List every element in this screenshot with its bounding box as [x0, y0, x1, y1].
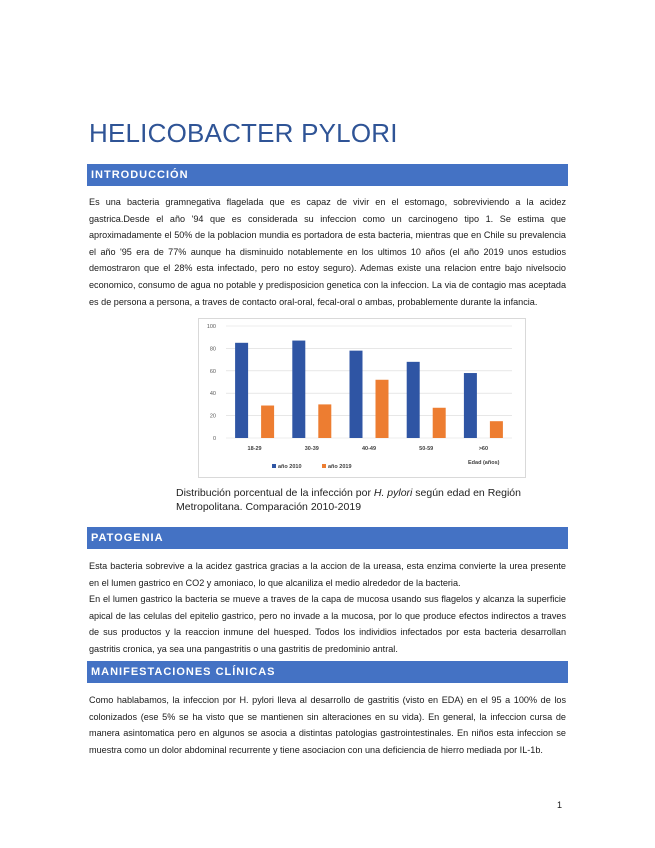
- bar-2010-18-29: [235, 343, 248, 438]
- x-tick-label: 18-29: [247, 446, 262, 452]
- caption-species-name: H. pylori: [373, 487, 413, 499]
- bar-2019-40-49: [376, 380, 389, 438]
- section-heading-introduccion: INTRODUCCIÓN: [87, 164, 568, 186]
- x-axis-label: Edad (años): [468, 460, 500, 466]
- y-tick-label: 40: [209, 391, 216, 398]
- bar-2019->60: [490, 421, 503, 438]
- page-title: HELICOBACTER PYLORI: [89, 118, 398, 148]
- y-tick-label: 80: [209, 346, 216, 353]
- section-heading-manifestaciones: MANIFESTACIONES CLÍNICAS: [87, 661, 568, 683]
- y-tick-label: 0: [212, 436, 216, 442]
- y-tick-label: 60: [209, 368, 216, 375]
- x-tick-label: 40-49: [361, 446, 377, 452]
- bar-2019-30-39: [318, 404, 331, 438]
- bar-2019-50-59: [433, 408, 446, 438]
- bar-2010->60: [464, 373, 477, 438]
- x-tick-label: >60: [478, 446, 489, 452]
- bar-2010-30-39: [292, 341, 305, 438]
- bar-2019-18-29: [261, 406, 274, 438]
- legend-label: año 2019: [328, 464, 352, 470]
- y-tick-label: 100: [206, 324, 216, 330]
- bar-2010-40-49: [350, 351, 363, 438]
- legend-swatch: [272, 464, 276, 468]
- caption-text-start: Distribución porcentual de la infección por: [176, 487, 374, 499]
- caption-text-end: según edad en Región: [412, 487, 521, 499]
- pathogenesis-paragraph-1: Esta bacteria sobrevive a la acidez gastrica gracias a la accion de la ureasa, esta enzima convierte la urea presente en el lumen gastrico en CO2 y amoniaco, lo que alcaniliza el medio alrededor de la bacteria.: [89, 561, 566, 588]
- legend-swatch: [322, 464, 326, 468]
- pathogenesis-paragraph-2: En el lumen gastrico la bacteria se mueve a traves de la capa de mucosa usando sus flagelos y alcanza la superficie apical de las celulas del epitelio gastrico, pero no invade a la mucosa, por lo que produce efectos indirectos a traves de sus productos y la reaccion inmune del huesped. Todos los individios infectados por esta bacteria desarrollan gastritis cronica, ya sea una pangastritis o una gastritis de predominio antral.: [89, 594, 566, 654]
- page-number: 1: [557, 800, 563, 810]
- section-heading-patogenia: PATOGENIA: [87, 527, 568, 549]
- legend-label: año 2010: [278, 464, 302, 470]
- chart-caption: [176, 486, 536, 514]
- x-tick-label: 30-39: [304, 446, 319, 452]
- bar-2010-50-59: [407, 362, 420, 438]
- intro-paragraph: Es una bacteria gramnegativa flagelada que es capaz de vivir en el estomago, sobreviviendo a la acidez gastrica.Desde el año '94 que es considerada su infeccion como un carcinogeno tipo 1. Se estima que aproximadamente el 50% de la poblacion mundia es portadora de esta bacteria, mientras que en Chile su prevalencia el año '95 era de 77% aunque ha disminuido notablemente en los ultimos 10 años (el año 2019 unos estudios demostraron que el 28% esta infectado, pero no estoy seguro). Ademas existe una relacion entre bajo nivelsocio economico, consumo de agua no potable y predisposicion genetica con la infeccion. La via de contagio mas aceptada es de persona a persona, a traves de contacto oral-oral, fecal-oral o ambas, probablemente durante la infancia.: [89, 197, 566, 307]
- infection-by-age-chart: [198, 318, 526, 478]
- caption-line-2: Metropolitana. Comparación 2010-2019: [176, 501, 362, 513]
- x-tick-label: 50-59: [419, 446, 434, 452]
- clinical-paragraph: Como hablabamos, la infeccion por H. pylori lleva al desarrollo de gastritis (visto en EDA) en el 95 a 100% de los colonizados (ese 5% se ha visto que se mantienen sin alteraciones en su vida). En general, la infeccion cursa de manera asintomatica pero en algunos se asocia a distintas patologias gastrointestinales. En niños esta infeccion se muestra como un dolor abdominal recurrente y tiene asociacion con una deficiencia de hierro mediada por IL-1b.: [89, 695, 566, 755]
- y-tick-label: 20: [209, 413, 216, 420]
